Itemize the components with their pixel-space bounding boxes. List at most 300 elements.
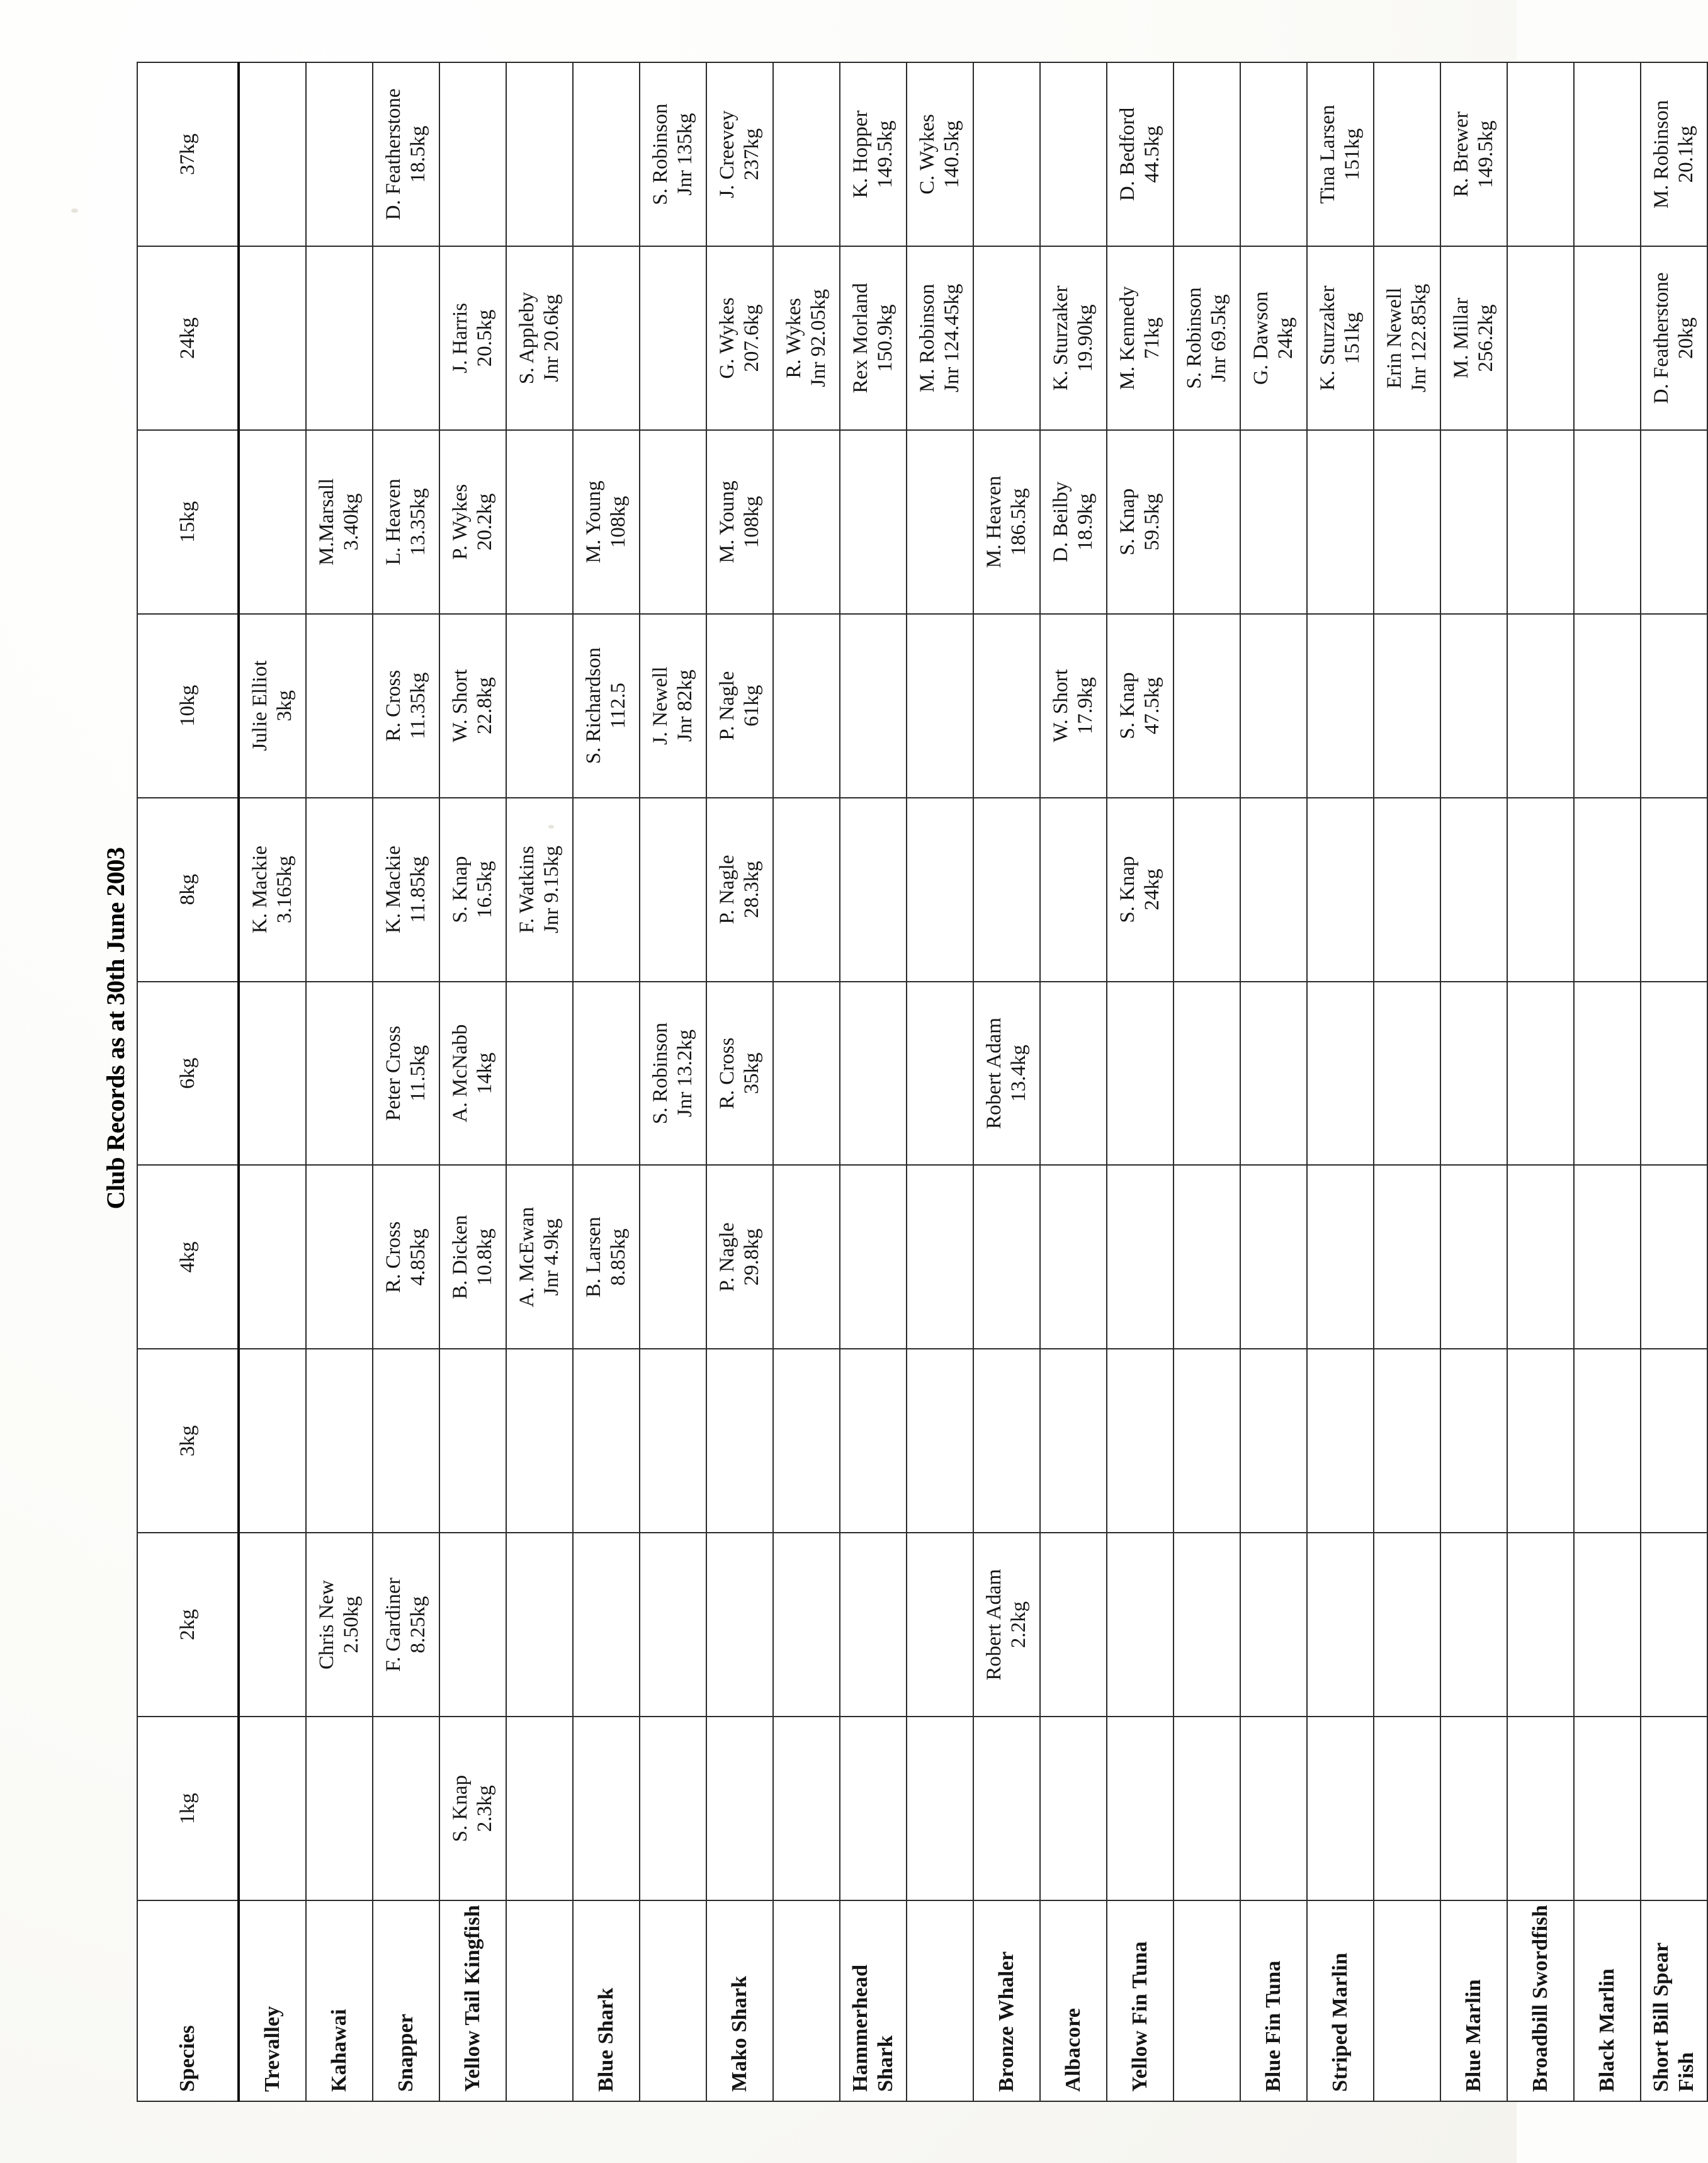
record-cell <box>1107 1165 1174 1349</box>
record-cell <box>973 1717 1040 1900</box>
record-weight-value: 20.2kg <box>473 492 496 550</box>
table-row <box>1374 62 1440 2101</box>
record-angler-name: Robert Adam <box>982 1569 1005 1681</box>
record-cell <box>1240 797 1307 981</box>
record-cell <box>1440 1717 1507 1900</box>
record-weight-value: Jnr 4.9kg <box>540 1218 563 1296</box>
record-cell <box>1507 1349 1574 1533</box>
record-weight-value: 18.5kg <box>406 125 429 183</box>
record-cell <box>439 246 506 429</box>
record-cell <box>773 1349 840 1533</box>
record-cell <box>973 613 1040 797</box>
record-cell <box>439 981 506 1165</box>
record-cell <box>1174 1533 1240 1717</box>
record-cell <box>840 1165 907 1349</box>
record-cell <box>973 1533 1040 1717</box>
record-angler-name: S. Robinson <box>648 103 672 205</box>
record-cell <box>1507 797 1574 981</box>
record-cell <box>907 1717 973 1900</box>
record-weight-value: Jnr 92.05kg <box>806 288 830 387</box>
record-angler-name: J. Newell <box>648 666 672 745</box>
record-weight-value: 3kg <box>273 690 296 721</box>
record-cell <box>573 613 640 797</box>
record-cell <box>1174 1349 1240 1533</box>
record-cell <box>1107 1533 1174 1717</box>
record-angler-name: M. Millar <box>1449 297 1473 378</box>
record-cell <box>1240 1165 1307 1349</box>
record-weight-value: Jnr 122.85kg <box>1407 283 1430 392</box>
record-cell <box>907 246 973 429</box>
table-row <box>1240 62 1307 2101</box>
species-cell: Snapper <box>373 1900 439 2101</box>
record-cell <box>239 981 306 1165</box>
record-cell <box>306 1165 373 1349</box>
record-cell <box>773 429 840 613</box>
record-angler-name: R. Cross <box>715 1037 738 1109</box>
record-cell <box>706 246 773 429</box>
record-cell <box>973 1165 1040 1349</box>
record-cell <box>1240 1717 1307 1900</box>
record-cell <box>773 613 840 797</box>
species-cell: Blue Marlin <box>1440 1900 1507 2101</box>
table-row <box>1574 62 1641 2101</box>
species-cell: Mako Shark <box>706 1900 773 2101</box>
record-angler-name: F. Gardiner <box>382 1577 405 1672</box>
record-weight-value: 20kg <box>1674 317 1697 359</box>
record-cell <box>1174 62 1240 246</box>
record-cell <box>1240 613 1307 797</box>
record-weight-value: 140.5kg <box>940 120 963 188</box>
record-cell <box>1374 1533 1440 1717</box>
table-row <box>1507 62 1574 2101</box>
record-weight-value: 108kg <box>740 496 763 548</box>
record-angler-name: P. Wykes <box>448 484 472 560</box>
record-cell <box>1307 981 1374 1165</box>
record-cell <box>439 1165 506 1349</box>
record-cell <box>640 981 706 1165</box>
record-cell <box>1574 62 1641 246</box>
record-cell <box>907 62 973 246</box>
record-angler-name: K. Hopper <box>849 110 872 198</box>
record-weight-value: 71kg <box>1140 317 1163 359</box>
record-cell <box>1574 797 1641 981</box>
species-cell <box>773 1900 840 2101</box>
record-weight-value: 2.3kg <box>473 1785 496 1832</box>
page-title: Club Records as at 30th June 2003 <box>101 847 130 1209</box>
record-cell <box>1040 981 1107 1165</box>
record-cell <box>1107 613 1174 797</box>
record-cell <box>907 429 973 613</box>
record-angler-name: Chris New <box>315 1579 338 1669</box>
record-cell <box>907 613 973 797</box>
record-angler-name: S. Richardson <box>582 647 605 764</box>
record-cell <box>640 62 706 246</box>
record-cell <box>239 246 306 429</box>
record-cell <box>640 429 706 613</box>
record-cell <box>439 429 506 613</box>
record-cell <box>506 613 573 797</box>
record-cell <box>706 1533 773 1717</box>
record-cell <box>773 62 840 246</box>
record-cell <box>573 981 640 1165</box>
record-cell <box>1374 246 1440 429</box>
record-angler-name: S. Knap <box>1116 672 1139 739</box>
record-angler-name: F. Watkins <box>515 845 538 933</box>
record-angler-name: Tina Larsen <box>1316 104 1339 204</box>
record-cell <box>506 1165 573 1349</box>
record-weight-value: 24kg <box>1274 317 1297 359</box>
record-weight-value: Jnr 13.2kg <box>673 1029 696 1117</box>
record-cell <box>239 62 306 246</box>
record-weight-value: 11.85kg <box>406 856 429 923</box>
record-angler-name: S. Robinson <box>648 1022 672 1124</box>
record-cell <box>706 1165 773 1349</box>
record-angler-name: Erin Newell <box>1383 287 1406 389</box>
record-angler-name: G. Dawson <box>1249 291 1272 385</box>
species-cell: Blue Fin Tuna <box>1240 1900 1307 2101</box>
record-cell <box>1307 1349 1374 1533</box>
record-cell <box>840 62 907 246</box>
record-cell <box>907 981 973 1165</box>
record-cell <box>439 62 506 246</box>
record-cell <box>1440 429 1507 613</box>
record-cell <box>373 246 439 429</box>
record-cell <box>1040 1165 1107 1349</box>
record-weight-value: Jnr 9.15kg <box>540 845 563 933</box>
record-cell <box>1507 62 1574 246</box>
record-weight-value: 8.85kg <box>606 1228 630 1286</box>
record-cell <box>506 429 573 613</box>
species-cell: Kahawai <box>306 1900 373 2101</box>
record-weight-value: 20.5kg <box>473 309 496 366</box>
record-cell <box>1174 429 1240 613</box>
column-header-3kg: 3kg <box>137 1349 239 1533</box>
table-row <box>373 62 439 2101</box>
record-cell <box>706 797 773 981</box>
record-cell <box>1641 1533 1707 1717</box>
record-angler-name: K. Mackie <box>248 845 271 933</box>
record-cell <box>439 1533 506 1717</box>
record-cell <box>573 429 640 613</box>
record-cell <box>439 797 506 981</box>
record-weight-value: 149.5kg <box>873 120 896 188</box>
record-cell <box>1040 797 1107 981</box>
species-cell <box>907 1900 973 2101</box>
record-cell <box>1440 246 1507 429</box>
table-body <box>239 62 1707 2101</box>
record-weight-value: 3.40kg <box>339 492 363 550</box>
record-weight-value: 11.35kg <box>406 672 429 739</box>
record-cell <box>1507 429 1574 613</box>
table-row <box>506 62 573 2101</box>
record-angler-name: K. Sturzaker <box>1316 285 1339 390</box>
record-cell <box>1240 1349 1307 1533</box>
record-angler-name: K. Sturzaker <box>1049 285 1072 390</box>
record-cell <box>840 1717 907 1900</box>
record-cell <box>1440 981 1507 1165</box>
scan-speck <box>548 825 554 829</box>
record-weight-value: Jnr 124.45kg <box>940 283 963 392</box>
record-weight-value: 14kg <box>473 1052 496 1094</box>
record-cell <box>239 1165 306 1349</box>
record-cell <box>1574 1717 1641 1900</box>
record-cell <box>239 797 306 981</box>
table-row <box>439 62 506 2101</box>
record-cell <box>373 429 439 613</box>
record-weight-value: Jnr 69.5kg <box>1207 293 1230 382</box>
record-angler-name: J. Creevey <box>715 110 738 198</box>
record-cell <box>1507 613 1574 797</box>
record-cell <box>1641 1165 1707 1349</box>
record-cell <box>1574 246 1641 429</box>
record-angler-name: J. Harris <box>448 302 472 373</box>
record-cell <box>1374 62 1440 246</box>
record-cell <box>373 797 439 981</box>
table-row <box>1107 62 1174 2101</box>
record-cell <box>306 1349 373 1533</box>
record-cell <box>640 1165 706 1349</box>
record-cell <box>439 1349 506 1533</box>
record-weight-value: 186.5kg <box>1007 487 1030 555</box>
record-angler-name: W. Short <box>448 669 472 742</box>
record-cell <box>306 1533 373 1717</box>
record-cell <box>973 429 1040 613</box>
record-weight-value: 2.2kg <box>1007 1601 1030 1648</box>
record-cell <box>907 1165 973 1349</box>
column-header-6kg: 6kg <box>137 981 239 1165</box>
record-weight-value: 28.3kg <box>740 860 763 918</box>
record-cell <box>506 62 573 246</box>
record-cell <box>1040 429 1107 613</box>
record-cell <box>373 62 439 246</box>
scan-speck <box>71 208 78 213</box>
record-cell <box>706 1717 773 1900</box>
landscape-table-canvas <box>101 43 1698 2121</box>
record-cell <box>1107 981 1174 1165</box>
record-cell <box>773 797 840 981</box>
record-angler-name: B. Larsen <box>582 1216 605 1298</box>
record-cell <box>1641 981 1707 1165</box>
record-cell <box>1240 62 1307 246</box>
record-cell <box>1440 613 1507 797</box>
record-angler-name: S. Knap <box>448 1774 472 1842</box>
table-row <box>1040 62 1107 2101</box>
record-cell <box>706 429 773 613</box>
record-cell <box>640 246 706 429</box>
record-weight-value: 2.50kg <box>339 1596 363 1654</box>
club-records-table <box>137 62 1708 2102</box>
table-row <box>1307 62 1374 2101</box>
record-cell <box>439 613 506 797</box>
record-cell <box>1307 62 1374 246</box>
column-header-10kg: 10kg <box>137 613 239 797</box>
record-weight-value: 44.5kg <box>1140 125 1163 183</box>
species-cell <box>640 1900 706 2101</box>
record-angler-name: D. Bedford <box>1116 107 1139 201</box>
record-cell <box>1507 1165 1574 1349</box>
record-weight-value: 29.8kg <box>740 1228 763 1286</box>
table-row <box>573 62 640 2101</box>
record-cell <box>1440 62 1507 246</box>
record-angler-name: B. Dicken <box>448 1214 472 1299</box>
species-cell: Bronze Whaler <box>973 1900 1040 2101</box>
record-cell <box>1307 1165 1374 1349</box>
record-angler-name: P. Nagle <box>715 671 738 741</box>
record-angler-name: M. Heaven <box>982 475 1005 568</box>
record-cell <box>1507 1717 1574 1900</box>
record-weight-value: 10.8kg <box>473 1228 496 1286</box>
species-cell: Striped Marlin <box>1307 1900 1374 2101</box>
record-cell <box>1374 1717 1440 1900</box>
record-angler-name: M. Young <box>582 480 605 563</box>
record-cell <box>1174 1165 1240 1349</box>
record-weight-value: 237kg <box>740 128 763 180</box>
table-header <box>137 62 239 2101</box>
record-cell <box>506 981 573 1165</box>
record-weight-value: 256.2kg <box>1474 304 1497 372</box>
record-cell <box>1374 613 1440 797</box>
record-cell <box>1574 613 1641 797</box>
record-cell <box>373 1717 439 1900</box>
table-row <box>306 62 373 2101</box>
record-cell <box>1307 246 1374 429</box>
record-weight-value: 13.35kg <box>406 487 429 555</box>
record-cell <box>840 246 907 429</box>
record-cell <box>1040 246 1107 429</box>
record-cell <box>1174 613 1240 797</box>
record-cell <box>1374 429 1440 613</box>
record-cell <box>1374 1165 1440 1349</box>
record-cell <box>706 62 773 246</box>
record-weight-value: 16.5kg <box>473 860 496 918</box>
record-cell <box>773 1717 840 1900</box>
record-cell <box>773 1533 840 1717</box>
record-angler-name: M. Kennedy <box>1116 285 1139 390</box>
record-cell <box>1307 429 1374 613</box>
record-cell <box>1574 1533 1641 1717</box>
record-angler-name: M. Robinson <box>1649 99 1673 208</box>
record-cell <box>239 429 306 613</box>
record-cell <box>1440 797 1507 981</box>
record-cell <box>1440 1349 1507 1533</box>
record-cell <box>373 613 439 797</box>
species-cell: Short Bill Spear Fish <box>1641 1900 1707 2101</box>
table-row <box>706 62 773 2101</box>
record-cell <box>239 1717 306 1900</box>
record-cell <box>1107 1717 1174 1900</box>
record-weight-value: 3.165kg <box>273 855 296 923</box>
record-cell <box>1240 246 1307 429</box>
record-cell <box>1641 62 1707 246</box>
record-cell <box>1574 1165 1641 1349</box>
table-row <box>1440 62 1507 2101</box>
table-row <box>1174 62 1240 2101</box>
record-cell <box>1641 246 1707 429</box>
table-row <box>239 62 306 2101</box>
record-weight-value: 11.5kg <box>406 1045 429 1101</box>
record-angler-name: Rex Morland <box>849 282 872 393</box>
record-weight-value: 4.85kg <box>406 1228 429 1286</box>
record-cell <box>1574 429 1641 613</box>
record-angler-name: L. Heaven <box>382 478 405 565</box>
record-cell <box>706 613 773 797</box>
record-cell <box>840 1533 907 1717</box>
record-angler-name: M. Robinson <box>915 283 939 392</box>
record-cell <box>373 1533 439 1717</box>
record-cell <box>1240 981 1307 1165</box>
record-cell <box>640 1533 706 1717</box>
record-cell <box>373 981 439 1165</box>
record-weight-value: 24kg <box>1140 868 1163 911</box>
record-cell <box>1641 797 1707 981</box>
column-header-15kg: 15kg <box>137 429 239 613</box>
record-weight-value: 35kg <box>740 1052 763 1094</box>
species-cell: Albacore <box>1040 1900 1107 2101</box>
record-cell <box>573 1717 640 1900</box>
record-cell <box>1040 62 1107 246</box>
species-cell <box>506 1900 573 2101</box>
species-cell: Broadbill Swordfish <box>1507 1900 1574 2101</box>
record-cell <box>1574 1349 1641 1533</box>
record-angler-name: D. Featherstone <box>382 88 405 220</box>
record-angler-name: S. Robinson <box>1182 287 1206 389</box>
record-cell <box>1440 1533 1507 1717</box>
header-row <box>137 62 239 2101</box>
record-cell <box>773 981 840 1165</box>
record-cell <box>306 246 373 429</box>
record-cell <box>1107 1349 1174 1533</box>
record-cell <box>1574 981 1641 1165</box>
record-cell <box>506 246 573 429</box>
record-cell <box>973 62 1040 246</box>
record-weight-value: 61kg <box>740 684 763 727</box>
column-header-species: Species <box>137 1900 239 2101</box>
column-header-1kg: 1kg <box>137 1717 239 1900</box>
species-cell: Black Marlin <box>1574 1900 1641 2101</box>
record-cell <box>239 1349 306 1533</box>
record-cell <box>239 1533 306 1717</box>
record-cell <box>1107 797 1174 981</box>
record-cell <box>1641 613 1707 797</box>
record-cell <box>907 1533 973 1717</box>
record-angler-name: P. Nagle <box>715 854 738 924</box>
column-header-24kg: 24kg <box>137 246 239 429</box>
record-cell <box>1040 1533 1107 1717</box>
record-cell <box>840 613 907 797</box>
table-row <box>840 62 907 2101</box>
record-cell <box>773 246 840 429</box>
record-cell <box>373 1165 439 1349</box>
record-cell <box>306 981 373 1165</box>
table-row <box>907 62 973 2101</box>
table-row <box>773 62 840 2101</box>
record-weight-value: 17.9kg <box>1073 676 1097 734</box>
record-cell <box>573 246 640 429</box>
record-cell <box>640 1349 706 1533</box>
record-cell <box>640 1717 706 1900</box>
record-weight-value: 108kg <box>606 496 630 548</box>
record-cell <box>506 1349 573 1533</box>
record-cell <box>773 1165 840 1349</box>
record-cell <box>1374 981 1440 1165</box>
record-cell <box>1240 1533 1307 1717</box>
column-header-37kg: 37kg <box>137 62 239 246</box>
record-cell <box>573 1533 640 1717</box>
record-weight-value: 22.8kg <box>473 676 496 734</box>
record-weight-value: Jnr 82kg <box>673 669 696 742</box>
record-cell <box>1374 1349 1440 1533</box>
record-angler-name: S. Appleby <box>515 292 538 384</box>
